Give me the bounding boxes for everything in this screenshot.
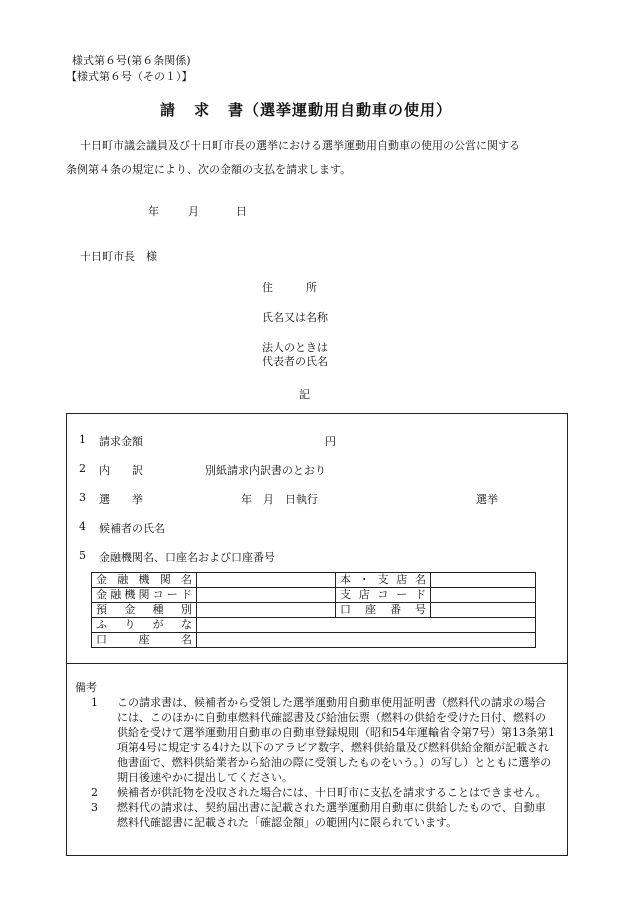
deposit-type-label — [96, 603, 192, 617]
table-row — [92, 603, 536, 618]
label-char: 本 — [340, 573, 351, 586]
label-char: ド — [180, 588, 192, 601]
note-1-text: この請求書は、候補者から受領した選挙運動用自動車使用証明書（燃料代の請求の場合には、このほかに自動車燃料代確認書及び給油伝票（燃料の供給を受けた日付、燃料の供給を受けて選挙運動用自動車の自動車登録規則（昭和54年運輸省令第7号）第13条第1項第4号に規定する4けた以下のアラビア数字、燃料供給量及び燃料供給金額が記載され他書面で、燃料供給業者から給油の際に受領したものをいう。）の写し）とともに選挙の期日後速やかに提出してください。 — [117, 696, 555, 784]
note-3-text: 燃料代の請求は、契約届出書に記載された選挙運動用自動車に供給したもので、自動車燃料代確認書に記載された「確認金額」の範囲内に限られています。 — [117, 801, 546, 829]
label-char: 金 — [124, 603, 136, 616]
date-month: 月 — [188, 205, 199, 218]
page-title — [160, 99, 452, 120]
label-char: り — [124, 618, 136, 631]
deposit-type-cell[interactable] — [197, 603, 336, 618]
account-name-cell[interactable] — [197, 633, 536, 648]
label-char: 種 — [152, 603, 164, 616]
item-2-value: 別紙請求内訳書のとおり — [205, 464, 326, 477]
label-char: 号 — [415, 603, 426, 616]
item-1-number: 1 — [79, 433, 86, 446]
applicant-corp-label-2: 代表者の氏名 — [262, 355, 328, 368]
item-5-number: 5 — [79, 549, 86, 562]
item-2-label: 内 訳 — [99, 464, 143, 477]
form-number: 様式第６号(第６条関係) — [72, 54, 191, 67]
title-suffix: （選挙運動用自動車の使用） — [244, 101, 453, 119]
item-3-date: 年 月 日執行 — [241, 493, 318, 506]
bank-table — [91, 572, 536, 648]
intro-line-2: 条例第４条の規定により、次の金額の支払を請求します。 — [66, 163, 352, 176]
notes-divider — [67, 663, 567, 664]
label-char: な — [180, 618, 192, 631]
furigana-label — [96, 618, 192, 632]
label-char: コ — [377, 588, 389, 601]
furigana-cell[interactable] — [197, 618, 536, 633]
notes-heading: 備考 — [75, 681, 97, 694]
note-2-text: 候補者が供託物を没収された場合には、十日町市に支払を請求することはできません。 — [117, 786, 547, 799]
label-char: 機 — [124, 588, 136, 601]
date-year: 年 — [148, 205, 159, 218]
table-row — [92, 618, 536, 633]
item-3-suffix: 選挙 — [476, 493, 498, 506]
item-5-label: 金融機関名、口座名および口座番号 — [99, 551, 275, 564]
intro-line-1: 十日町市議会議員及び十日町市長の選挙における選挙運動用自動車の使用の公営に関する — [80, 139, 520, 152]
label-char: 預 — [96, 603, 107, 616]
label-char: 店 — [358, 588, 370, 601]
table-row — [92, 633, 536, 648]
label-char: 口 — [340, 603, 351, 616]
account-name-label — [96, 633, 192, 647]
label-char: 別 — [180, 603, 192, 616]
label-char: 口 — [96, 633, 107, 646]
item-4-label: 候補者の氏名 — [99, 522, 165, 535]
bank-code-cell[interactable] — [197, 588, 336, 603]
item-2-number: 2 — [79, 462, 86, 475]
account-number-cell[interactable] — [431, 603, 536, 618]
label-char: 支 — [377, 573, 389, 586]
label-char: 機 — [138, 573, 150, 586]
item-1-label: 請求金額 — [99, 435, 143, 448]
item-3-number: 3 — [79, 491, 86, 504]
note-1 — [75, 695, 555, 785]
account-number-label — [340, 603, 426, 617]
label-char: 金 — [96, 573, 107, 586]
label-char: 店 — [396, 573, 408, 586]
note-3 — [75, 800, 555, 830]
note-1-number: 1 — [91, 696, 98, 709]
label-char: 座 — [365, 603, 376, 616]
label-char: 金 — [96, 588, 107, 601]
label-char: 関 — [159, 573, 171, 586]
branch-code-cell[interactable] — [431, 588, 536, 603]
label-char: ド — [415, 588, 426, 601]
label-char: 名 — [181, 573, 192, 586]
label-char: 座 — [138, 633, 150, 646]
label-char: 融 — [110, 588, 122, 601]
label-char: 名 — [415, 573, 426, 586]
table-row — [92, 573, 536, 588]
note-2-number: 2 — [91, 786, 98, 799]
notes-section — [75, 680, 555, 830]
item-3-label: 選 挙 — [99, 493, 143, 506]
addressee: 十日町市長 様 — [80, 250, 157, 263]
table-row — [92, 588, 536, 603]
branch-name-cell[interactable] — [431, 573, 536, 588]
applicant-corp-label-1: 法人のときは — [262, 341, 328, 354]
label-char: 融 — [117, 573, 129, 586]
label-char: ・ — [358, 573, 370, 586]
item-1-unit: 円 — [325, 435, 336, 448]
item-4-number: 4 — [79, 520, 86, 533]
bank-name-cell[interactable] — [197, 573, 336, 588]
form-number-sub: 【様式第６号（その１）】 — [66, 70, 193, 83]
note-3-number: 3 — [91, 801, 98, 814]
bank-name-label — [96, 573, 192, 587]
title-char: 求 — [194, 101, 211, 119]
applicant-address-label: 住 所 — [262, 281, 317, 294]
note-2 — [75, 785, 555, 800]
label-char: 名 — [181, 633, 192, 646]
label-char: が — [152, 618, 164, 631]
label-char: ー — [396, 588, 408, 601]
ki-mark: 記 — [299, 388, 310, 401]
details-frame — [66, 413, 568, 856]
applicant-name-label: 氏名又は名称 — [262, 311, 328, 324]
label-char: 番 — [390, 603, 401, 616]
label-char: 支 — [340, 588, 351, 601]
date-day: 日 — [236, 205, 247, 218]
title-char: 請 — [160, 101, 177, 119]
title-char: 書 — [228, 101, 245, 119]
label-char: 関 — [138, 588, 150, 601]
label-char: コ — [152, 588, 164, 601]
branch-code-label — [340, 588, 426, 602]
bank-code-label — [96, 588, 192, 602]
label-char: ふ — [96, 618, 107, 631]
label-char: ー — [166, 588, 178, 601]
branch-name-label — [340, 573, 426, 587]
